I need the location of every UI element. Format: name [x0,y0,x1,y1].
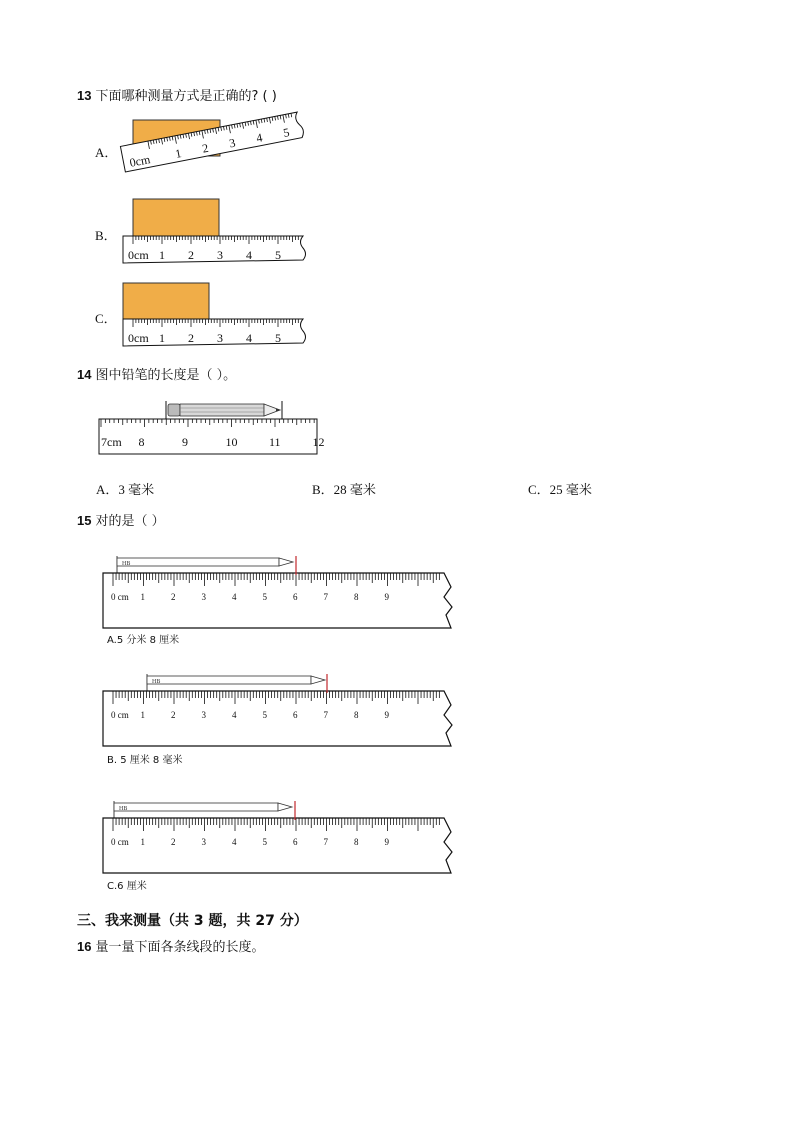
tick-label: 4 [246,331,252,345]
option-label-b[interactable]: B． [95,228,117,243]
question-text: 图中铅笔的长度是（ ）。 [95,368,237,383]
tick-label: 8 [354,837,359,847]
choice-c[interactable]: C．25 毫米 [528,482,592,497]
tick-label: 1 [140,837,145,847]
tick-label: 4 [255,130,264,146]
tick-label: 9 [182,435,188,449]
option-15-c[interactable]: C.6 厘米 [107,881,147,892]
tick-label: 0cm [128,248,149,262]
ruler-body [103,818,452,873]
tick-label: 2 [171,592,176,602]
tick-label: 4 [246,248,252,262]
tick-label: 0 cm [111,837,129,847]
tick-label: 3 [217,248,223,262]
ruler-body [103,573,452,628]
tick-label: 10 [225,435,238,449]
tick-label: 1 [140,710,145,720]
tick-label: 0 cm [111,710,129,720]
tick-label: 2 [171,837,176,847]
pencil-tip [278,803,292,811]
tick-label: 7 [323,592,328,602]
tick-label: 1 [174,146,183,161]
tick-label: 12 [312,435,325,449]
ruler-15-a [103,556,452,628]
ruler-15-c [103,801,452,873]
tick-label: 3 [201,592,206,602]
question-text: 下面哪种测量方式是正确的? ( ) [95,89,277,104]
tick-label: 5 [282,125,291,140]
tick-label: 2 [201,140,210,156]
tick-label: 5 [262,592,267,602]
tick-label: 0cm [128,152,152,170]
pencil-body [147,676,311,684]
section-title: 三、我来测量（共 3 题，共 27 分） [77,913,308,929]
tick-label: 7 [323,710,328,720]
tick-label: 5 [262,710,267,720]
ruler-body [103,691,452,746]
option-label-a[interactable]: A． [95,145,118,160]
choice-a[interactable]: A．3 毫米 [96,482,155,497]
tick-label: 2 [171,710,176,720]
option-15-b[interactable]: B. 5 厘米 8 毫米 [107,755,183,766]
tick-label: 2 [188,248,194,262]
tick-label: 3 [217,331,223,345]
tick-label: 9 [384,592,389,602]
tick-label: 8 [354,592,359,602]
tick-label: 4 [232,837,237,847]
tick-label: 0 cm [111,592,129,602]
tick-label: 1 [159,248,165,262]
tick-label: 6 [293,837,298,847]
tick-label: 5 [275,248,281,262]
pencil-label: HB [119,806,128,812]
tick-label: 3 [228,135,237,151]
tick-label: 7cm [101,435,122,449]
tick-label: 5 [262,837,267,847]
tick-label: 7 [323,837,328,847]
tick-label: 4 [232,710,237,720]
tick-label: 11 [269,435,281,449]
pencil-tip [279,558,293,566]
pencil-label: HB [122,561,131,567]
tick-label: 8 [138,435,145,449]
choice-b[interactable]: B．28 毫米 [312,482,376,497]
tick-label: 1 [140,592,145,602]
question-text: 对的是（ ） [95,514,165,529]
question-number: 16 [77,939,92,954]
pencil-tip [311,676,325,684]
tick-label: 6 [293,710,298,720]
question-16 [77,936,264,955]
tick-label: 3 [201,837,206,847]
tick-label: 3 [201,710,206,720]
tick-label: 2 [188,331,194,345]
question-number: 13 [77,88,92,103]
pencil-body [117,558,279,566]
tick-label: 6 [293,592,298,602]
tick-label: 9 [384,710,389,720]
pencil-body [114,803,278,811]
tick-label: 0cm [128,331,149,345]
ruler-15-b [103,674,452,746]
tick-label: 9 [384,837,389,847]
option-15-a[interactable]: A.5 分米 8 厘米 [107,635,180,646]
question-number: 14 [77,367,92,382]
question-number: 15 [77,513,92,528]
tick-label: 4 [232,592,237,602]
option-label-c[interactable]: C． [95,311,117,326]
question-text: 量一量下面各条线段的长度。 [95,940,265,955]
tick-label: 5 [275,331,281,345]
pencil-label: HB [152,679,161,685]
tick-label: 8 [354,710,359,720]
tick-label: 1 [159,331,165,345]
